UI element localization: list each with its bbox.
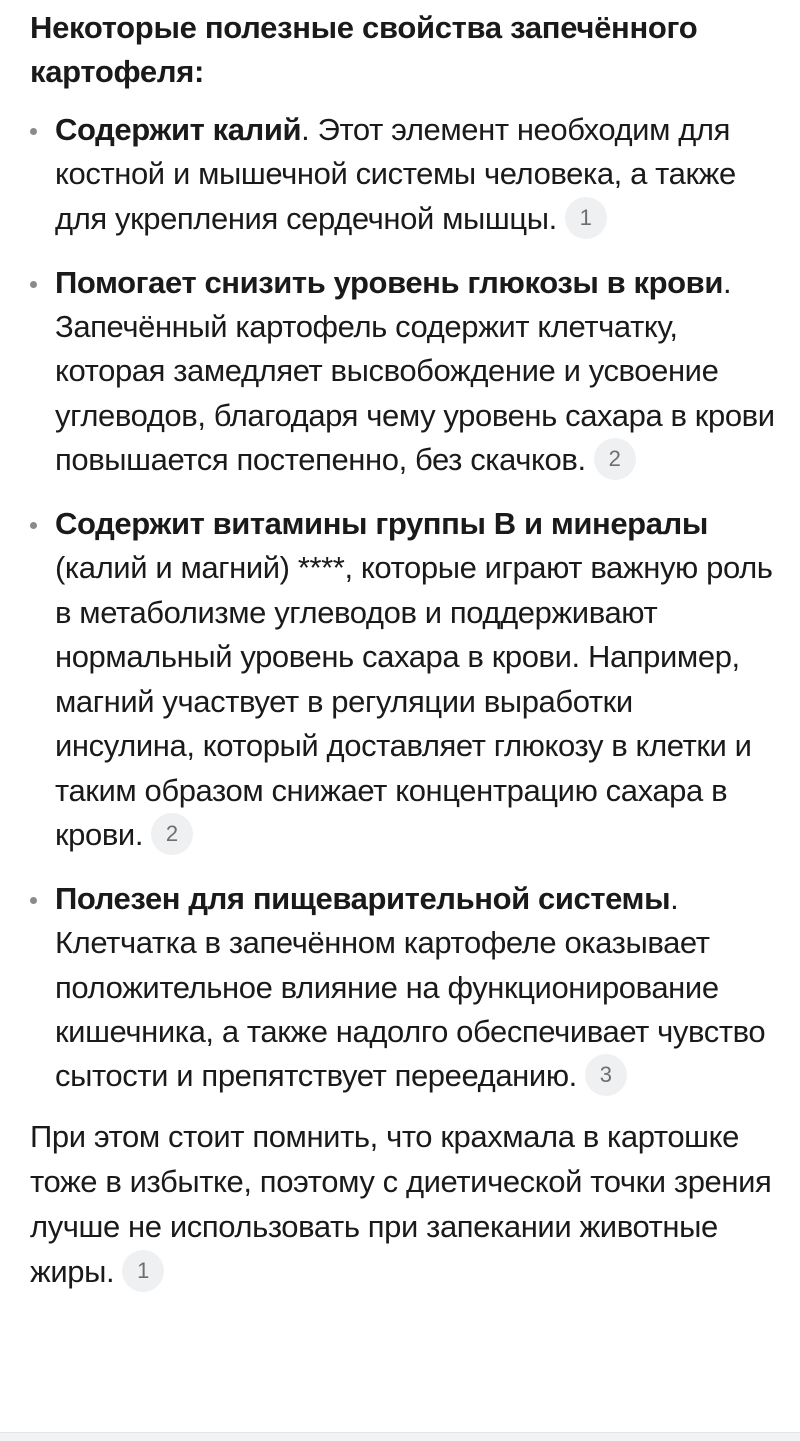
citation-badge[interactable]: 2 xyxy=(594,438,636,480)
item-separator: . xyxy=(722,264,732,300)
closing-paragraph xyxy=(30,1114,775,1295)
list-item xyxy=(30,877,775,1099)
item-title: Помогает снизить уровень глюкозы в крови xyxy=(55,264,723,300)
item-separator: . xyxy=(301,112,310,147)
item-title: Содержит калий xyxy=(55,112,302,147)
bullet-icon xyxy=(30,522,37,529)
item-title: Полезен для пищеварительной системы xyxy=(55,880,671,916)
closing-text: При этом стоит помнить, что крахмала в картошке тоже в избытке, поэтому с диетической точки зрения лучше не использовать при запекании животные жиры. xyxy=(30,1119,772,1290)
citation-badge[interactable]: 3 xyxy=(585,1054,627,1096)
item-text: Запечённый картофель содержит клетчатку, которая замедляет высвобождение и усвоение углеводов, благодаря чему уровень сахара в крови повышается постепенно, без скачков. xyxy=(55,309,775,478)
bullet-icon xyxy=(30,897,37,904)
citation-badge[interactable]: 1 xyxy=(565,197,607,239)
bullet-icon xyxy=(30,281,37,288)
item-separator: . xyxy=(670,880,679,916)
citation-badge[interactable]: 2 xyxy=(151,813,193,855)
item-text: Клетчатка в запечённом картофеле оказывает положительное влияние на функционирование кишечника, а также надолго обеспечивает чувство сытости и препятствует перееданию. xyxy=(55,925,766,1094)
answer-heading: Некоторые полезные свойства запечённого картофеля: xyxy=(30,10,698,89)
list-item xyxy=(30,108,775,242)
citation-badge[interactable]: 1 xyxy=(122,1250,164,1292)
bullet-icon xyxy=(30,128,37,135)
answer-block xyxy=(30,6,775,1295)
item-title: Содержит витамины группы B и минералы xyxy=(55,506,708,542)
list-item xyxy=(30,502,775,858)
item-text: Этот элемент необходим для костной и мышечной системы человека, а также для укрепления сердечной мышцы. xyxy=(55,112,736,236)
benefits-list xyxy=(30,108,775,1099)
bottom-divider xyxy=(0,1432,800,1441)
list-item xyxy=(30,261,775,483)
item-text: (калий и магний) ****, которые играют важную роль в метаболизме углеводов и поддерживают нормальный уровень сахара в крови. Например, магний участвует в регуляции выработки инсулина, который доставляет глюкозу в клетки и таким образом снижает концентрацию сахара в крови. xyxy=(55,550,773,852)
